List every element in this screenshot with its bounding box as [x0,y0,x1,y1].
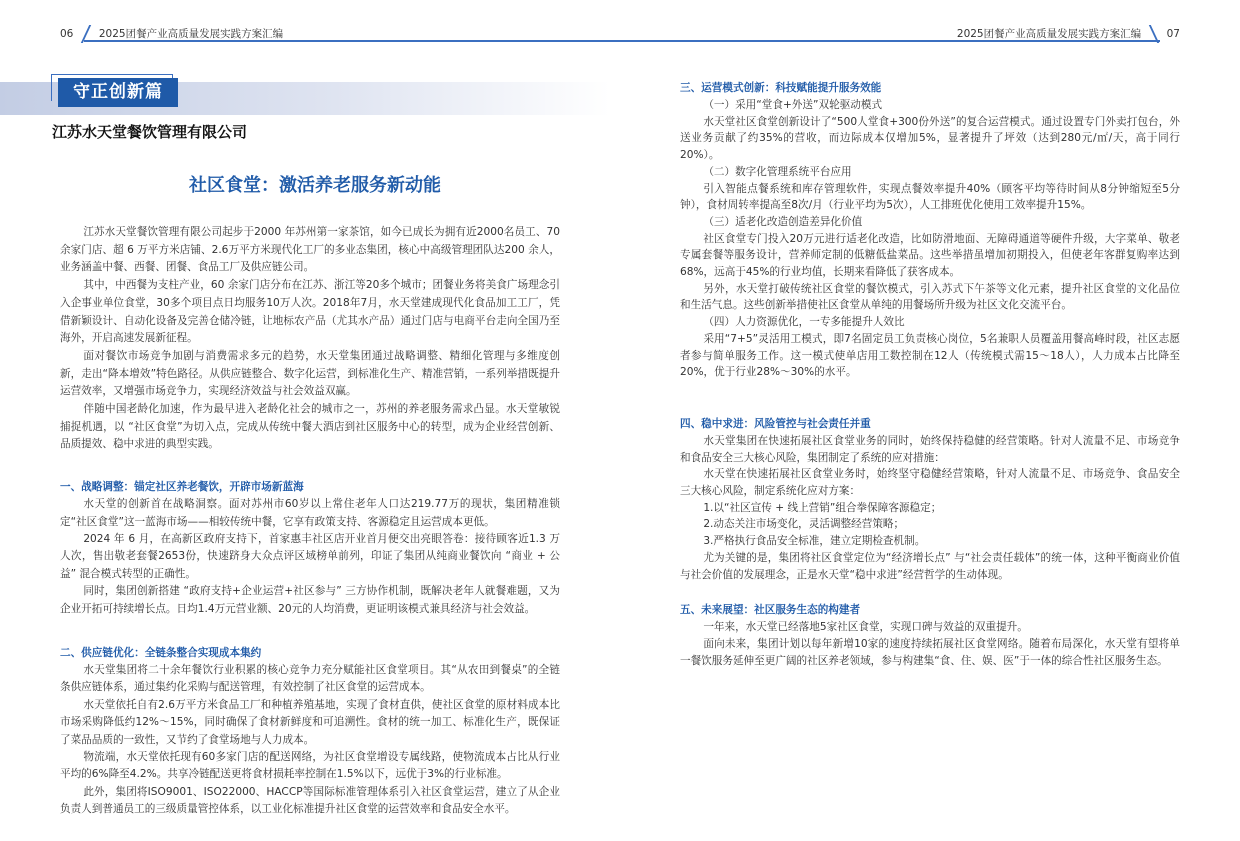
paragraph: 其中，中西餐为支柱产业，60 余家门店分布在江苏、浙江等20多个城市；团餐业务将美食广场理念引入企事业单位食堂，30多个项目点日均服务10万人次。2018年7月，水天堂建成现代化食品加工工厂，凭借新颖设计、自动化设备及完善仓储冷链，让地标农产品（尤其水产品）通过门店与电商平台走向全国乃至海外，开启高速发展新征程。 [60,279,560,345]
section-heading: 五、未来展望：社区服务生态的构建者 [680,604,861,617]
list-item: 1.以“社区宣传 + 线上营销”组合拳保障客源稳定； [703,501,942,514]
paragraph: 江苏水天堂餐饮管理有限公司起步于2000 年苏州第一家茶馆，如今已成长为拥有近2000名员工、70余家门店、超 6 万平方米店铺、2.6万平方米现代化工厂的多业态集团，核心中高级管理团队达200 余人，业务涵盖中餐、西餐、团餐、食品工厂及供应链公司。 [60,226,560,274]
list-item: 2.动态关注市场变化，灵活调整经营策略； [703,518,905,531]
paragraph: 水天堂社区食堂创新设计了“500人堂食+300份外送”的复合运营模式。通过设置专门外卖打包台，外送业务贡献了约35%的营收，而边际成本仅增加5%，显著提升了坪效（达到280元/㎡/天，高于同行20%）。 [680,115,1180,162]
right-running-title: 2025团餐产业高质量发展实践方案汇编 [956,28,1142,40]
paragraph: 一年来，水天堂已经落地5家社区食堂，实现口碑与效益的双重提升。 [703,621,1028,634]
section-1 [60,478,560,618]
right-running-head [957,25,1180,43]
section-heading: 一、战略调整：锚定社区养老餐饮，开辟市场新蓝海 [60,481,304,494]
list-item: 3.严格执行食品安全标准，建立定期检查机制。 [703,535,926,548]
header-divider-left [81,25,91,43]
paragraph: 另外，水天堂打破传统社区食堂的餐饮模式，引入苏式下午茶等文化元素，提升社区食堂的文化品位和生活气息。这些创新举措使社区食堂从单纯的用餐场所升级为社区文化交流平台。 [680,282,1180,312]
header-divider-right [1149,25,1159,43]
paragraph: 引入智能点餐系统和库存管理软件，实现点餐效率提升40%（顾客平均等待时间从8分钟缩短至5分钟），食材周转率提高至8次/月（行业平均为5次），人工排班优化使用工效率提升15%。 [680,182,1180,212]
paragraph: 尤为关键的是，集团将社区食堂定位为“经济增长点” 与“社会责任载体”的统一体，这种平衡商业价值与社会价值的发展理念，正是水天堂“稳中求进”经营哲学的生动体现。 [680,551,1180,581]
section-4 [680,415,1180,583]
paragraph: 水天堂集团在快速拓展社区食堂业务的同时，始终保持稳健的经营策略。针对人流量不足、市场竞争和食品安全三大核心风险，集团制定了系统的应对措施： [680,434,1180,464]
paragraph: 水天堂集团将二十余年餐饮行业积累的核心竞争力充分赋能社区食堂项目。其“从农田到餐桌”的全链条供应链体系，通过集约化采购与配送管理，有效控制了社区食堂的运营成本。 [60,663,560,694]
subheading: （二）数字化管理系统平台应用 [703,165,852,178]
paragraph: 伴随中国老龄化加速，作为最早进入老龄化社会的城市之一，苏州的养老服务需求凸显。水天堂敏锐捕捉机遇，以 “社区食堂”为切入点，完成从传统中餐大酒店到社区服务中心的转型，成为企业经营创新、品质提效、稳中求进的典型实践。 [60,403,560,451]
paragraph: 物流端，水天堂依托现有60多家门店的配送网络，为社区食堂增设专属线路，使物流成本占比从行业平均的6%降至4.2%。共享冷链配送更将食材损耗率控制在1.5%以下，远优于3%的行业标准。 [60,751,560,781]
section-heading: 三、运营模式创新：科技赋能提升服务效能 [680,82,882,94]
right-page-number: 07 [1166,28,1180,40]
left-running-head [60,25,283,43]
chapter-tag: 守正创新篇 [58,78,178,107]
paragraph: 社区食堂专门投入20万元进行适老化改造，比如防滑地面、无障碍通道等硬件升级，大字菜单、敬老专属套餐等服务设计，营养师定制的低糖低盐菜品。这些举措虽增加初期投入，但使老年客群复购率达到68%，远高于45%的行业均值，长期来看降低了获客成本。 [680,232,1180,279]
paragraph: 水天堂的创新首在战略洞察。面对苏州市60岁以上常住老年人口达219.77万的现状，集团精准锁定“社区食堂”这一蓝海市场——相较传统中餐，它享有政策支持、客源稳定且运营成本更低。 [60,498,560,528]
subheading: （四）人力资源优化，一专多能提升人效比 [703,316,905,329]
section-heading: 四、稳中求进：风险管控与社会责任并重 [680,417,871,430]
paragraph: 水天堂依托自有2.6万平方米食品工厂和种植养殖基地，实现了食材直供，使社区食堂的原材料成本比市场采购降低约12%～15%，同时确保了食材新鲜度和可追溯性。食材的统一加工、标准化生产，既保证了菜品品质的一致性，又节约了食堂场地与人力成本。 [60,698,560,746]
paragraph: 此外，集团将ISO9001、ISO22000、HACCP等国际标准管理体系引入社区食堂运营，建立了从企业负责人到普通员工的三级质量管控体系，以工业化标准提升社区食堂的运营效率和食品安全水平。 [60,785,560,816]
subheading: （三）适老化改造创造差异化价值 [703,215,863,228]
paragraph: 水天堂在快速拓展社区食堂业务时，始终坚守稳健经营策略，针对人流量不足、市场竞争、食品安全三大核心风险，制定系统化应对方案： [680,468,1180,498]
paragraph: 同时，集团创新搭建 “政府支持+企业运营+社区参与” 三方协作机制，既解决老年人就餐难题，又为企业开拓可持续增长点。日均1.4万元营业额、20元的人均消费，更证明该模式兼具经济与社会效益。 [60,585,560,615]
paragraph: 2024 年 6 月，在高新区政府支持下，首家惠丰社区店开业首月便交出亮眼答卷：接待顾客近1.3 万人次，售出敬老套餐2653份，快速跻身大众点评区域榜单前列，印证了集团从纯商业餐饮向 “商业 + 公益” 混合模式转型的正确性。 [60,532,560,580]
section-heading: 二、供应链优化：全链条整合实现成本集约 [60,646,262,659]
left-running-title: 2025团餐产业高质量发展实践方案汇编 [98,28,284,40]
left-page-number: 06 [60,28,74,40]
paragraph: 采用“7+5”灵活用工模式，即7名固定员工负责核心岗位，5名兼职人员覆盖用餐高峰时段，社区志愿者参与简单服务工作。这一模式使单店用工数控制在12人（传统模式需15～18人），人力成本占比降至20%，优于行业28%～30%的水平。 [680,332,1180,379]
section-5 [680,601,1180,669]
paragraph: 面对餐饮市场竞争加剧与消费需求多元的趋势，水天堂集团通过战略调整、精细化管理与多维度创新，走出“降本增效”特色路径。从供应链整合、数字化运营，到标准化生产、精准营销，一系列举措既提升运营效率，又增强市场竞争力，实现经济效益与社会效益双赢。 [60,349,560,398]
section-2 [60,644,560,819]
intro-section [60,224,560,454]
company-name: 江苏水天堂餐饮管理有限公司 [52,123,248,141]
paragraph: 面向未来，集团计划以每年新增10家的速度持续拓展社区食堂网络。随着布局深化，水天堂有望将单一餐饮服务延伸至更广阔的社区养老领域，参与构建集“食、住、娱、医”于一体的综合性社区服务生态。 [680,637,1180,667]
section-3 [680,79,1180,381]
subheading: （一）采用“堂食+外送”双轮驱动模式 [703,99,883,111]
article-title: 社区食堂：激活养老服务新动能 [189,175,441,196]
right-column [680,79,1180,669]
left-column [60,224,560,819]
